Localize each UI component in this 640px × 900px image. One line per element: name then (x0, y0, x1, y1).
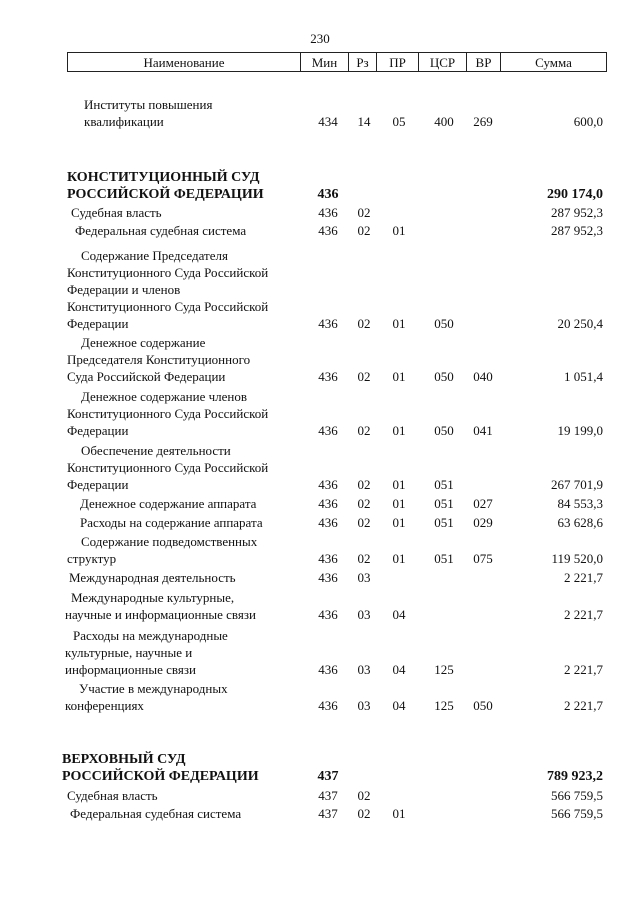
cell-sum: 267 701,9 (551, 477, 603, 492)
cell-pr: 04 (392, 607, 406, 622)
row-name-line: Федерации и членов (67, 282, 181, 297)
row-name-line: ВЕРХОВНЫЙ СУД (62, 752, 186, 767)
cell-min: 436 (318, 662, 338, 677)
row-name-line: Федерации (67, 316, 129, 331)
cell-pr: 01 (392, 806, 406, 821)
row-name-line: Денежное содержание (81, 335, 206, 350)
cell-min: 437 (318, 806, 338, 821)
cell-pr: 04 (392, 662, 406, 677)
cell-rz: 03 (357, 570, 371, 585)
row-name-line: Денежное содержание членов (81, 389, 247, 404)
row-name-line: Федерации (67, 423, 129, 438)
column-header: ВР (467, 53, 501, 71)
cell-rz: 02 (357, 316, 371, 331)
cell-sum: 566 759,5 (551, 806, 603, 821)
cell-sum: 2 221,7 (564, 662, 603, 677)
row-name-line: Федеральная судебная система (75, 223, 247, 238)
cell-vr: 075 (473, 551, 493, 566)
cell-min: 434 (318, 114, 338, 129)
cell-sum: 789 923,2 (547, 769, 603, 784)
row-name-line: КОНСТИТУЦИОННЫЙ СУД (67, 170, 260, 185)
cell-rz: 03 (357, 698, 371, 713)
cell-min: 436 (318, 423, 338, 438)
cell-min: 436 (318, 515, 338, 530)
row-name-line: Конституционного Суда Российской (67, 460, 269, 475)
cell-rz: 02 (357, 806, 371, 821)
cell-vr: 269 (473, 114, 493, 129)
cell-sum: 1 051,4 (564, 369, 603, 384)
cell-csr: 125 (434, 662, 454, 677)
column-header: Мин (301, 53, 349, 71)
cell-csr: 050 (434, 423, 454, 438)
cell-pr: 01 (392, 423, 406, 438)
cell-csr: 051 (434, 496, 454, 511)
row-name-line: Председателя Конституционного (67, 352, 251, 367)
table-header (67, 52, 607, 72)
row-name-line: Конституционного Суда Российской (67, 299, 269, 314)
cell-rz: 02 (357, 205, 371, 220)
cell-pr: 01 (392, 369, 406, 384)
cell-csr: 050 (434, 369, 454, 384)
cell-rz: 02 (357, 551, 371, 566)
row-name-line: Конституционного Суда Российской (67, 406, 269, 421)
row-name-line: Международная деятельность (69, 570, 236, 585)
cell-vr: 040 (473, 369, 493, 384)
row-name-line: Расходы на международные (73, 628, 228, 643)
cell-rz: 03 (357, 607, 371, 622)
cell-sum: 600,0 (573, 114, 603, 129)
column-header: Сумма (535, 55, 572, 70)
cell-sum: 84 553,3 (557, 496, 603, 511)
cell-min: 437 (317, 769, 339, 784)
page-number: 230 (310, 31, 330, 46)
cell-min: 436 (318, 316, 338, 331)
cell-csr: 051 (434, 551, 454, 566)
column-header: ПР (377, 53, 419, 71)
cell-min: 436 (318, 496, 338, 511)
cell-min: 436 (318, 607, 338, 622)
cell-csr: 125 (434, 698, 454, 713)
cell-pr: 01 (392, 496, 406, 511)
row-name-line: РОССИЙСКОЙ ФЕДЕРАЦИИ (67, 187, 264, 202)
cell-pr: 01 (392, 223, 406, 238)
cell-sum: 63 628,6 (557, 515, 603, 530)
row-name-line: Судебная власть (71, 205, 162, 220)
cell-csr: 051 (434, 515, 454, 530)
cell-vr: 041 (473, 423, 493, 438)
cell-sum: 2 221,7 (564, 698, 603, 713)
row-name-line: культурные, научные и (65, 645, 193, 660)
cell-sum: 287 952,3 (551, 205, 603, 220)
cell-rz: 02 (357, 369, 371, 384)
cell-pr: 01 (392, 515, 406, 530)
row-name-line: Институты повышения (84, 97, 213, 112)
cell-rz: 03 (357, 662, 371, 677)
row-name-line: Денежное содержание аппарата (80, 496, 257, 511)
cell-rz: 02 (357, 496, 371, 511)
row-name-line: квалификации (84, 114, 164, 129)
cell-sum: 2 221,7 (564, 570, 603, 585)
cell-sum: 290 174,0 (547, 187, 603, 202)
cell-sum: 19 199,0 (557, 423, 603, 438)
cell-pr: 04 (392, 698, 406, 713)
cell-rz: 02 (357, 788, 371, 803)
row-name-line: информационные связи (65, 662, 196, 677)
row-name-line: Международные культурные, (71, 590, 235, 605)
row-name-line: Участие в международных (79, 681, 228, 696)
cell-min: 436 (318, 698, 338, 713)
cell-vr: 027 (473, 496, 493, 511)
row-name-line: научные и информационные связи (65, 607, 256, 622)
cell-csr: 400 (434, 114, 454, 129)
cell-sum: 2 221,7 (564, 607, 603, 622)
row-name-line: Федерации (67, 477, 129, 492)
row-name-line: Конституционного Суда Российской (67, 265, 269, 280)
row-name-line: конференциях (65, 698, 144, 713)
cell-sum: 20 250,4 (557, 316, 603, 331)
cell-min: 437 (318, 788, 338, 803)
row-name-line: Суда Российской Федерации (67, 369, 226, 384)
column-header: ЦСР (419, 53, 467, 71)
row-name-line: Содержание Председателя (81, 248, 228, 263)
cell-rz: 02 (357, 477, 371, 492)
cell-sum: 566 759,5 (551, 788, 603, 803)
cell-rz: 02 (357, 423, 371, 438)
cell-sum: 287 952,3 (551, 223, 603, 238)
column-header: Наименование (68, 53, 301, 71)
cell-rz: 02 (357, 515, 371, 530)
cell-csr: 050 (434, 316, 454, 331)
row-name-line: Федеральная судебная система (70, 806, 242, 821)
row-name-line: РОССИЙСКОЙ ФЕДЕРАЦИИ (62, 769, 259, 784)
cell-vr: 029 (473, 515, 493, 530)
cell-min: 436 (318, 570, 338, 585)
cell-sum: 119 520,0 (551, 551, 603, 566)
column-header: Рз (349, 53, 377, 71)
cell-min: 436 (317, 187, 339, 202)
cell-pr: 01 (392, 551, 406, 566)
row-name-line: структур (67, 551, 117, 566)
cell-rz: 14 (357, 114, 371, 129)
cell-min: 436 (318, 223, 338, 238)
cell-vr: 050 (473, 698, 493, 713)
cell-pr: 01 (392, 316, 406, 331)
cell-min: 436 (318, 551, 338, 566)
row-name-line: Обеспечение деятельности (81, 443, 231, 458)
row-name-line: Расходы на содержание аппарата (80, 515, 263, 530)
row-name-line: Содержание подведомственных (81, 534, 258, 549)
cell-min: 436 (318, 205, 338, 220)
cell-pr: 05 (392, 114, 406, 129)
cell-pr: 01 (392, 477, 406, 492)
cell-rz: 02 (357, 223, 371, 238)
cell-min: 436 (318, 369, 338, 384)
cell-min: 436 (318, 477, 338, 492)
cell-csr: 051 (434, 477, 454, 492)
row-name-line: Судебная власть (67, 788, 158, 803)
